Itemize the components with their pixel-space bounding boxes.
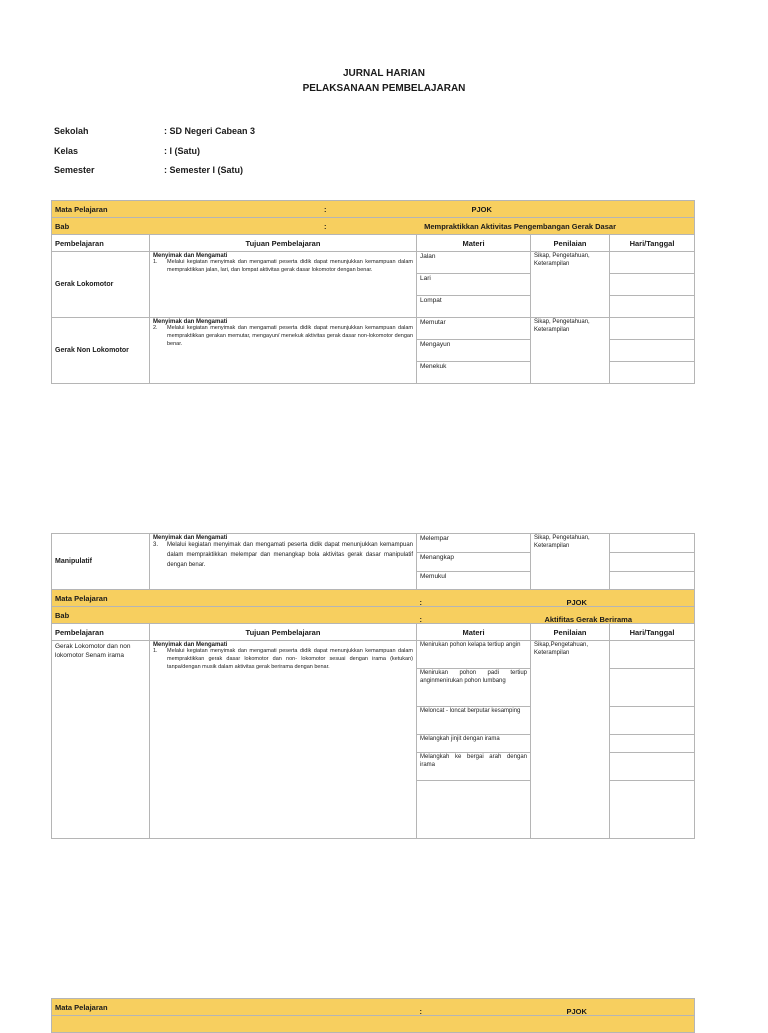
bab-value: Aktifitas Gerak Berirama [544,615,632,624]
materi-cell: Lari [417,274,531,296]
tujuan-heading: Menyimak dan Mengamati [153,319,228,325]
mata-pelajaran-value: PJOK [471,204,492,214]
tujuan-number: 1. [153,648,158,654]
mata-pelajaran-label: Mata Pelajaran [52,590,417,607]
hari-cell[interactable] [610,781,695,839]
penilaian-cell: Sikap, Pengetahuan, Keterampilan [531,318,610,384]
tujuan-number: 3. [153,542,159,548]
hari-cell[interactable] [610,572,695,590]
materi-cell: Melempar [417,534,531,553]
tujuan-cell [150,318,417,384]
bab-row [52,218,695,235]
column-header-row [52,235,695,252]
mata-pelajaran-value: PJOK [566,598,587,607]
tujuan-text: Melalui kegiatan menyimak dan mengamati peserta didik dapat menunjukkan kemampuan dalam mempraktikkan gerakan memutar, mengayun/ menekuk aktivitas gerak dasar non-lokomotor dengan benar. [167,325,413,347]
col-hari: Hari/Tanggal [610,624,695,641]
materi-cell: Melangkah ke bergai arah dengan irama [417,753,531,781]
materi-cell: Memutar [417,318,531,340]
materi-cell: Mengayun [417,340,531,362]
penilaian-cell: Sikap,Pengetahuan, Keterampilan [531,641,610,839]
col-penilaian: Penilaian [531,235,610,252]
tujuan-text: Melalui kegiatan menyimak dan mengamati peserta didik dapat menunjukkan kemampuan dalam mempraktikkan gerak dasar lokomotor dan non- lokomotor sesuai dengan irama (ketukan) tanpa/dengan musik dalam aktivitas gerak berirama dengan benar. [167,648,413,670]
mata-pelajaran-row [52,999,695,1016]
colon: : [324,221,327,231]
tujuan-text: Melalui kegiatan menyimak dan mengamati peserta didik dapat menunjukkan kemampuan dalam mempraktikkan melempar dan menangkap bola aktivitas gerak dasar manipulatif dengan benar. [167,542,413,568]
info-label: Sekolah [54,126,89,136]
col-penilaian: Penilaian [531,624,610,641]
col-pembelajaran: Pembelajaran [52,235,150,252]
colon: : [324,204,327,214]
tujuan-text: Melalui kegiatan menyimak dan mengamati peserta didik dapat menunjukkan kemampuan dalam mempraktikkan jalan, lari, dan lompat aktivitas gerak dasar lokomotor dengan benar. [167,259,413,273]
bab-row [52,607,695,624]
tujuan-heading: Menyimak dan Mengamati [153,535,228,541]
colon: : [419,615,422,624]
column-header-row [52,624,695,641]
col-tujuan: Tujuan Pembelajaran [150,624,417,641]
pembelajaran-cell: Gerak Non Lokomotor [52,318,150,384]
hari-cell[interactable] [610,641,695,669]
info-sekolah [54,126,255,136]
materi-cell: Meloncat - loncat berputar kesamping [417,707,531,735]
materi-cell: Memukul [417,572,531,590]
info-semester [54,165,243,175]
bab-value: Mempraktikkan Aktivitas Pengembangan Gerak Dasar [417,218,695,235]
mata-pelajaran-value: PJOK [566,1007,587,1016]
tujuan-cell [150,534,417,590]
table-row [52,318,695,340]
hari-cell[interactable] [610,669,695,707]
col-materi: Materi [417,235,531,252]
materi-cell: Menekuk [417,362,531,384]
journal-table-3 [51,998,695,1033]
materi-cell: Menangkap [417,553,531,572]
mata-pelajaran-label: Mata Pelajaran [52,999,417,1016]
col-pembelajaran: Pembelajaran [52,624,150,641]
hari-cell[interactable] [610,753,695,781]
bab-row-partial [52,1016,695,1033]
hari-cell[interactable] [610,340,695,362]
pembelajaran-cell: Gerak Lokomotor dan non lokomotor Senam irama [52,641,150,839]
info-label: Semester [54,165,95,175]
table-row [52,534,695,553]
document-subtitle: PELAKSANAAN PEMBELAJARAN [302,83,466,94]
info-value: : I (Satu) [164,146,200,156]
hari-cell[interactable] [610,735,695,753]
bab-label: Bab [55,221,70,231]
hari-cell[interactable] [610,707,695,735]
col-tujuan: Tujuan Pembelajaran [150,235,417,252]
info-value: : Semester I (Satu) [164,165,244,175]
hari-cell[interactable] [610,362,695,384]
tujuan-number: 1. [153,259,158,265]
hari-cell[interactable] [610,296,695,318]
table-row [52,641,695,669]
materi-cell: Menirukan pohon padi tertiup anginmenirukan pohon lumbang [417,669,531,707]
tujuan-number: 2. [153,325,158,331]
materi-cell: Jalan [417,252,531,274]
info-label: Kelas [54,146,79,156]
mata-pelajaran-label: Mata Pelajaran [55,204,108,214]
tujuan-cell [150,252,417,318]
penilaian-cell: Sikap, Pengetahuan, Keterampilan [531,252,610,318]
col-materi: Materi [417,624,531,641]
hari-cell[interactable] [610,274,695,296]
table-row [52,252,695,274]
mata-pelajaran-row [52,590,695,607]
bab-label: Bab [52,607,417,624]
materi-cell: Lompat [417,296,531,318]
journal-table-1 [51,200,695,384]
colon: : [419,598,422,607]
hari-cell[interactable] [610,534,695,553]
journal-table-2 [51,533,695,839]
hari-cell[interactable] [610,553,695,572]
materi-cell: Menirukan pohon kelapa tertiup angin [417,641,531,669]
tujuan-heading: Menyimak dan Mengamati [153,642,228,648]
info-kelas [54,146,200,156]
tujuan-heading: Menyimak dan Mengamati [153,253,228,259]
info-value: : SD Negeri Cabean 3 [164,126,256,136]
document-title: JURNAL HARIAN [342,68,426,79]
materi-cell: Melangkah jinjit dengan irama [417,735,531,753]
col-hari: Hari/Tanggal [610,235,695,252]
hari-cell[interactable] [610,318,695,340]
tujuan-cell [150,641,417,839]
pembelajaran-cell: Gerak Lokomotor [52,252,150,318]
penilaian-cell: Sikap, Pengetahuan, Keterampilan [531,534,610,590]
materi-cell [417,781,531,839]
mata-pelajaran-row [52,201,695,218]
pembelajaran-cell: Manipulatif [52,534,150,590]
colon: : [419,1007,422,1016]
hari-cell[interactable] [610,252,695,274]
